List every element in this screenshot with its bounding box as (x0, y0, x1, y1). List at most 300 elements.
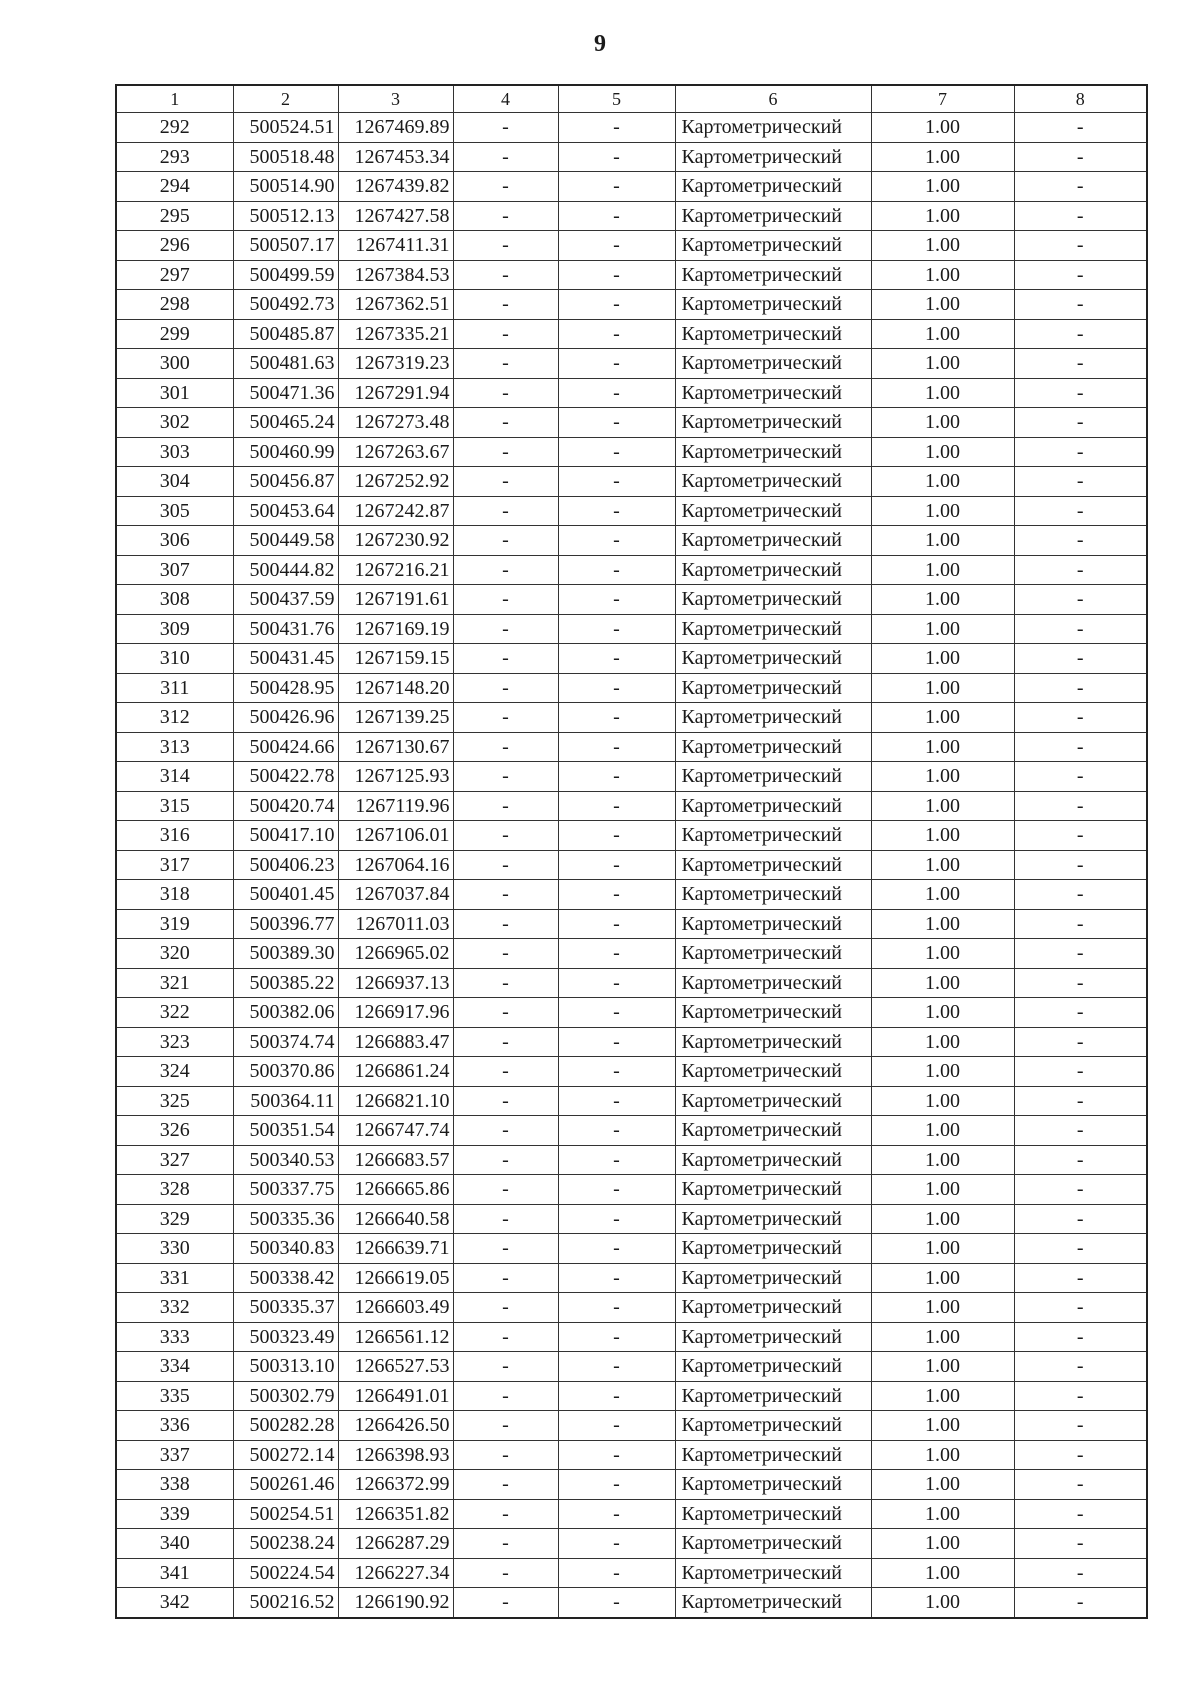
method-cell: Картометрический (675, 1440, 871, 1470)
column-5-cell: - (558, 909, 675, 939)
point-number-cell: 337 (116, 1440, 233, 1470)
method-cell: Картометрический (675, 644, 871, 674)
x-coordinate-cell: 500338.42 (233, 1263, 338, 1293)
column-8-cell: - (1014, 968, 1147, 998)
x-coordinate-cell: 500282.28 (233, 1411, 338, 1441)
x-coordinate-cell: 500481.63 (233, 349, 338, 379)
table-row (116, 349, 1147, 379)
accuracy-cell: 1.00 (871, 1293, 1014, 1323)
column-8-cell: - (1014, 1381, 1147, 1411)
accuracy-cell: 1.00 (871, 1381, 1014, 1411)
column-4-cell: - (453, 644, 558, 674)
column-8-cell: - (1014, 939, 1147, 969)
table-row (116, 880, 1147, 910)
column-4-cell: - (453, 1204, 558, 1234)
x-coordinate-cell: 500460.99 (233, 437, 338, 467)
accuracy-cell: 1.00 (871, 290, 1014, 320)
accuracy-cell: 1.00 (871, 1322, 1014, 1352)
y-coordinate-cell: 1267362.51 (338, 290, 453, 320)
column-8-cell: - (1014, 142, 1147, 172)
y-coordinate-cell: 1267159.15 (338, 644, 453, 674)
x-coordinate-cell: 500272.14 (233, 1440, 338, 1470)
table-row (116, 142, 1147, 172)
method-cell: Картометрический (675, 1263, 871, 1293)
column-5-cell: - (558, 319, 675, 349)
accuracy-cell: 1.00 (871, 408, 1014, 438)
x-coordinate-cell: 500370.86 (233, 1057, 338, 1087)
table-row (116, 791, 1147, 821)
column-8-cell: - (1014, 585, 1147, 615)
column-4-cell: - (453, 142, 558, 172)
column-4-cell: - (453, 939, 558, 969)
table-row (116, 260, 1147, 290)
method-cell: Картометрический (675, 1322, 871, 1352)
column-4-cell: - (453, 555, 558, 585)
table-row (116, 231, 1147, 261)
column-4-cell: - (453, 1027, 558, 1057)
x-coordinate-cell: 500485.87 (233, 319, 338, 349)
column-8-cell: - (1014, 1086, 1147, 1116)
y-coordinate-cell: 1267037.84 (338, 880, 453, 910)
column-4-cell: - (453, 762, 558, 792)
point-number-cell: 321 (116, 968, 233, 998)
table-row (116, 1529, 1147, 1559)
y-coordinate-cell: 1267011.03 (338, 909, 453, 939)
point-number-cell: 302 (116, 408, 233, 438)
column-header: 6 (675, 85, 871, 113)
y-coordinate-cell: 1266639.71 (338, 1234, 453, 1264)
point-number-cell: 314 (116, 762, 233, 792)
column-4-cell: - (453, 1558, 558, 1588)
method-cell: Картометрический (675, 1145, 871, 1175)
column-5-cell: - (558, 349, 675, 379)
point-number-cell: 311 (116, 673, 233, 703)
column-5-cell: - (558, 762, 675, 792)
x-coordinate-cell: 500471.36 (233, 378, 338, 408)
column-5-cell: - (558, 614, 675, 644)
table-row (116, 1293, 1147, 1323)
method-cell: Картометрический (675, 673, 871, 703)
column-header: 4 (453, 85, 558, 113)
accuracy-cell: 1.00 (871, 1529, 1014, 1559)
x-coordinate-cell: 500340.53 (233, 1145, 338, 1175)
method-cell: Картометрический (675, 762, 871, 792)
accuracy-cell: 1.00 (871, 1116, 1014, 1146)
point-number-cell: 303 (116, 437, 233, 467)
column-5-cell: - (558, 142, 675, 172)
column-8-cell: - (1014, 319, 1147, 349)
y-coordinate-cell: 1266372.99 (338, 1470, 453, 1500)
point-number-cell: 309 (116, 614, 233, 644)
column-4-cell: - (453, 290, 558, 320)
point-number-cell: 332 (116, 1293, 233, 1323)
table-row (116, 1263, 1147, 1293)
table-row (116, 1411, 1147, 1441)
x-coordinate-cell: 500444.82 (233, 555, 338, 585)
column-5-cell: - (558, 408, 675, 438)
method-cell: Картометрический (675, 1057, 871, 1087)
column-8-cell: - (1014, 1558, 1147, 1588)
accuracy-cell: 1.00 (871, 1204, 1014, 1234)
column-header: 8 (1014, 85, 1147, 113)
method-cell: Картометрический (675, 319, 871, 349)
x-coordinate-cell: 500426.96 (233, 703, 338, 733)
column-4-cell: - (453, 850, 558, 880)
column-8-cell: - (1014, 1411, 1147, 1441)
table-row (116, 821, 1147, 851)
point-number-cell: 328 (116, 1175, 233, 1205)
method-cell: Картометрический (675, 880, 871, 910)
table-row (116, 526, 1147, 556)
column-4-cell: - (453, 113, 558, 143)
y-coordinate-cell: 1267119.96 (338, 791, 453, 821)
column-4-cell: - (453, 1086, 558, 1116)
y-coordinate-cell: 1267216.21 (338, 555, 453, 585)
point-number-cell: 341 (116, 1558, 233, 1588)
table-row (116, 290, 1147, 320)
method-cell: Картометрический (675, 585, 871, 615)
column-8-cell: - (1014, 850, 1147, 880)
method-cell: Картометрический (675, 968, 871, 998)
column-8-cell: - (1014, 437, 1147, 467)
y-coordinate-cell: 1266603.49 (338, 1293, 453, 1323)
y-coordinate-cell: 1266965.02 (338, 939, 453, 969)
y-coordinate-cell: 1266619.05 (338, 1263, 453, 1293)
y-coordinate-cell: 1267453.34 (338, 142, 453, 172)
table-row (116, 939, 1147, 969)
table-row (116, 998, 1147, 1028)
column-5-cell: - (558, 850, 675, 880)
column-4-cell: - (453, 201, 558, 231)
column-4-cell: - (453, 496, 558, 526)
table-header-row (116, 85, 1147, 113)
table-row (116, 1204, 1147, 1234)
column-4-cell: - (453, 319, 558, 349)
point-number-cell: 297 (116, 260, 233, 290)
coordinates-table (115, 84, 1148, 1619)
y-coordinate-cell: 1267291.94 (338, 378, 453, 408)
method-cell: Картометрический (675, 1352, 871, 1382)
x-coordinate-cell: 500449.58 (233, 526, 338, 556)
table-row (116, 703, 1147, 733)
table-row (116, 1116, 1147, 1146)
y-coordinate-cell: 1266861.24 (338, 1057, 453, 1087)
column-4-cell: - (453, 968, 558, 998)
column-5-cell: - (558, 231, 675, 261)
point-number-cell: 293 (116, 142, 233, 172)
x-coordinate-cell: 500216.52 (233, 1588, 338, 1618)
y-coordinate-cell: 1267242.87 (338, 496, 453, 526)
point-number-cell: 333 (116, 1322, 233, 1352)
method-cell: Картометрический (675, 1175, 871, 1205)
column-5-cell: - (558, 1145, 675, 1175)
x-coordinate-cell: 500514.90 (233, 172, 338, 202)
column-8-cell: - (1014, 1234, 1147, 1264)
column-4-cell: - (453, 1145, 558, 1175)
method-cell: Картометрический (675, 703, 871, 733)
column-4-cell: - (453, 614, 558, 644)
accuracy-cell: 1.00 (871, 791, 1014, 821)
y-coordinate-cell: 1266190.92 (338, 1588, 453, 1618)
y-coordinate-cell: 1266683.57 (338, 1145, 453, 1175)
method-cell: Картометрический (675, 1411, 871, 1441)
y-coordinate-cell: 1266821.10 (338, 1086, 453, 1116)
accuracy-cell: 1.00 (871, 526, 1014, 556)
column-8-cell: - (1014, 998, 1147, 1028)
accuracy-cell: 1.00 (871, 968, 1014, 998)
table-row (116, 644, 1147, 674)
column-8-cell: - (1014, 1499, 1147, 1529)
column-8-cell: - (1014, 1588, 1147, 1618)
accuracy-cell: 1.00 (871, 614, 1014, 644)
column-5-cell: - (558, 673, 675, 703)
column-5-cell: - (558, 880, 675, 910)
x-coordinate-cell: 500385.22 (233, 968, 338, 998)
accuracy-cell: 1.00 (871, 703, 1014, 733)
column-4-cell: - (453, 349, 558, 379)
y-coordinate-cell: 1266398.93 (338, 1440, 453, 1470)
column-8-cell: - (1014, 732, 1147, 762)
point-number-cell: 331 (116, 1263, 233, 1293)
column-8-cell: - (1014, 349, 1147, 379)
column-4-cell: - (453, 1116, 558, 1146)
method-cell: Картометрический (675, 260, 871, 290)
column-8-cell: - (1014, 467, 1147, 497)
column-8-cell: - (1014, 1470, 1147, 1500)
column-4-cell: - (453, 1322, 558, 1352)
column-8-cell: - (1014, 1529, 1147, 1559)
column-5-cell: - (558, 1470, 675, 1500)
table-body (116, 113, 1147, 1618)
column-8-cell: - (1014, 703, 1147, 733)
point-number-cell: 296 (116, 231, 233, 261)
accuracy-cell: 1.00 (871, 1588, 1014, 1618)
point-number-cell: 315 (116, 791, 233, 821)
column-5-cell: - (558, 496, 675, 526)
point-number-cell: 307 (116, 555, 233, 585)
method-cell: Картометрический (675, 732, 871, 762)
column-8-cell: - (1014, 791, 1147, 821)
y-coordinate-cell: 1267263.67 (338, 437, 453, 467)
column-5-cell: - (558, 821, 675, 851)
table-row (116, 201, 1147, 231)
x-coordinate-cell: 500431.45 (233, 644, 338, 674)
method-cell: Картометрический (675, 555, 871, 585)
y-coordinate-cell: 1267125.93 (338, 762, 453, 792)
column-4-cell: - (453, 172, 558, 202)
accuracy-cell: 1.00 (871, 467, 1014, 497)
method-cell: Картометрический (675, 998, 871, 1028)
method-cell: Картометрический (675, 378, 871, 408)
column-5-cell: - (558, 1086, 675, 1116)
method-cell: Картометрический (675, 1588, 871, 1618)
x-coordinate-cell: 500382.06 (233, 998, 338, 1028)
y-coordinate-cell: 1267469.89 (338, 113, 453, 143)
accuracy-cell: 1.00 (871, 1411, 1014, 1441)
y-coordinate-cell: 1267106.01 (338, 821, 453, 851)
accuracy-cell: 1.00 (871, 998, 1014, 1028)
column-5-cell: - (558, 939, 675, 969)
column-8-cell: - (1014, 1057, 1147, 1087)
column-8-cell: - (1014, 496, 1147, 526)
method-cell: Картометрический (675, 526, 871, 556)
method-cell: Картометрический (675, 113, 871, 143)
x-coordinate-cell: 500389.30 (233, 939, 338, 969)
column-5-cell: - (558, 732, 675, 762)
column-5-cell: - (558, 644, 675, 674)
point-number-cell: 339 (116, 1499, 233, 1529)
table-row (116, 1558, 1147, 1588)
column-5-cell: - (558, 1499, 675, 1529)
method-cell: Картометрический (675, 467, 871, 497)
column-8-cell: - (1014, 614, 1147, 644)
column-5-cell: - (558, 1440, 675, 1470)
column-8-cell: - (1014, 526, 1147, 556)
method-cell: Картометрический (675, 1558, 871, 1588)
column-4-cell: - (453, 1411, 558, 1441)
column-5-cell: - (558, 968, 675, 998)
column-4-cell: - (453, 260, 558, 290)
accuracy-cell: 1.00 (871, 142, 1014, 172)
column-5-cell: - (558, 260, 675, 290)
column-5-cell: - (558, 1057, 675, 1087)
point-number-cell: 335 (116, 1381, 233, 1411)
y-coordinate-cell: 1267273.48 (338, 408, 453, 438)
column-8-cell: - (1014, 555, 1147, 585)
accuracy-cell: 1.00 (871, 644, 1014, 674)
accuracy-cell: 1.00 (871, 1145, 1014, 1175)
accuracy-cell: 1.00 (871, 850, 1014, 880)
column-5-cell: - (558, 113, 675, 143)
column-8-cell: - (1014, 1145, 1147, 1175)
y-coordinate-cell: 1267319.23 (338, 349, 453, 379)
method-cell: Картометрический (675, 496, 871, 526)
column-4-cell: - (453, 1381, 558, 1411)
table-row (116, 378, 1147, 408)
column-5-cell: - (558, 201, 675, 231)
column-4-cell: - (453, 1263, 558, 1293)
x-coordinate-cell: 500512.13 (233, 201, 338, 231)
column-header: 1 (116, 85, 233, 113)
y-coordinate-cell: 1266917.96 (338, 998, 453, 1028)
method-cell: Картометрический (675, 1381, 871, 1411)
table-row (116, 1027, 1147, 1057)
point-number-cell: 318 (116, 880, 233, 910)
column-8-cell: - (1014, 1352, 1147, 1382)
column-5-cell: - (558, 172, 675, 202)
column-4-cell: - (453, 909, 558, 939)
column-5-cell: - (558, 526, 675, 556)
column-4-cell: - (453, 821, 558, 851)
column-5-cell: - (558, 585, 675, 615)
point-number-cell: 299 (116, 319, 233, 349)
y-coordinate-cell: 1267148.20 (338, 673, 453, 703)
point-number-cell: 313 (116, 732, 233, 762)
x-coordinate-cell: 500401.45 (233, 880, 338, 910)
method-cell: Картометрический (675, 142, 871, 172)
y-coordinate-cell: 1266937.13 (338, 968, 453, 998)
table-row (116, 673, 1147, 703)
accuracy-cell: 1.00 (871, 201, 1014, 231)
accuracy-cell: 1.00 (871, 939, 1014, 969)
column-4-cell: - (453, 880, 558, 910)
point-number-cell: 326 (116, 1116, 233, 1146)
y-coordinate-cell: 1266665.86 (338, 1175, 453, 1205)
point-number-cell: 304 (116, 467, 233, 497)
column-5-cell: - (558, 1352, 675, 1382)
column-8-cell: - (1014, 821, 1147, 851)
point-number-cell: 334 (116, 1352, 233, 1382)
x-coordinate-cell: 500313.10 (233, 1352, 338, 1382)
y-coordinate-cell: 1267169.19 (338, 614, 453, 644)
table-row (116, 467, 1147, 497)
y-coordinate-cell: 1266561.12 (338, 1322, 453, 1352)
accuracy-cell: 1.00 (871, 1558, 1014, 1588)
column-5-cell: - (558, 1175, 675, 1205)
column-4-cell: - (453, 673, 558, 703)
x-coordinate-cell: 500492.73 (233, 290, 338, 320)
method-cell: Картометрический (675, 172, 871, 202)
method-cell: Картометрический (675, 614, 871, 644)
x-coordinate-cell: 500224.54 (233, 1558, 338, 1588)
point-number-cell: 340 (116, 1529, 233, 1559)
x-coordinate-cell: 500456.87 (233, 467, 338, 497)
point-number-cell: 298 (116, 290, 233, 320)
accuracy-cell: 1.00 (871, 1057, 1014, 1087)
accuracy-cell: 1.00 (871, 673, 1014, 703)
y-coordinate-cell: 1267191.61 (338, 585, 453, 615)
accuracy-cell: 1.00 (871, 1352, 1014, 1382)
method-cell: Картометрический (675, 290, 871, 320)
table-row (116, 555, 1147, 585)
y-coordinate-cell: 1267411.31 (338, 231, 453, 261)
x-coordinate-cell: 500499.59 (233, 260, 338, 290)
column-5-cell: - (558, 1558, 675, 1588)
column-4-cell: - (453, 378, 558, 408)
x-coordinate-cell: 500524.51 (233, 113, 338, 143)
table-row (116, 319, 1147, 349)
point-number-cell: 329 (116, 1204, 233, 1234)
x-coordinate-cell: 500428.95 (233, 673, 338, 703)
y-coordinate-cell: 1267439.82 (338, 172, 453, 202)
x-coordinate-cell: 500465.24 (233, 408, 338, 438)
method-cell: Картометрический (675, 437, 871, 467)
table-row (116, 850, 1147, 880)
column-4-cell: - (453, 1352, 558, 1382)
table-row (116, 585, 1147, 615)
accuracy-cell: 1.00 (871, 349, 1014, 379)
x-coordinate-cell: 500254.51 (233, 1499, 338, 1529)
column-5-cell: - (558, 1411, 675, 1441)
method-cell: Картометрический (675, 1529, 871, 1559)
method-cell: Картометрический (675, 791, 871, 821)
x-coordinate-cell: 500302.79 (233, 1381, 338, 1411)
method-cell: Картометрический (675, 1234, 871, 1264)
table-row (116, 1322, 1147, 1352)
column-4-cell: - (453, 1234, 558, 1264)
x-coordinate-cell: 500437.59 (233, 585, 338, 615)
table-row (116, 1588, 1147, 1618)
table-row (116, 762, 1147, 792)
column-4-cell: - (453, 703, 558, 733)
accuracy-cell: 1.00 (871, 260, 1014, 290)
y-coordinate-cell: 1266747.74 (338, 1116, 453, 1146)
point-number-cell: 319 (116, 909, 233, 939)
method-cell: Картометрический (675, 1204, 871, 1234)
column-4-cell: - (453, 1588, 558, 1618)
x-coordinate-cell: 500364.11 (233, 1086, 338, 1116)
table-row (116, 496, 1147, 526)
